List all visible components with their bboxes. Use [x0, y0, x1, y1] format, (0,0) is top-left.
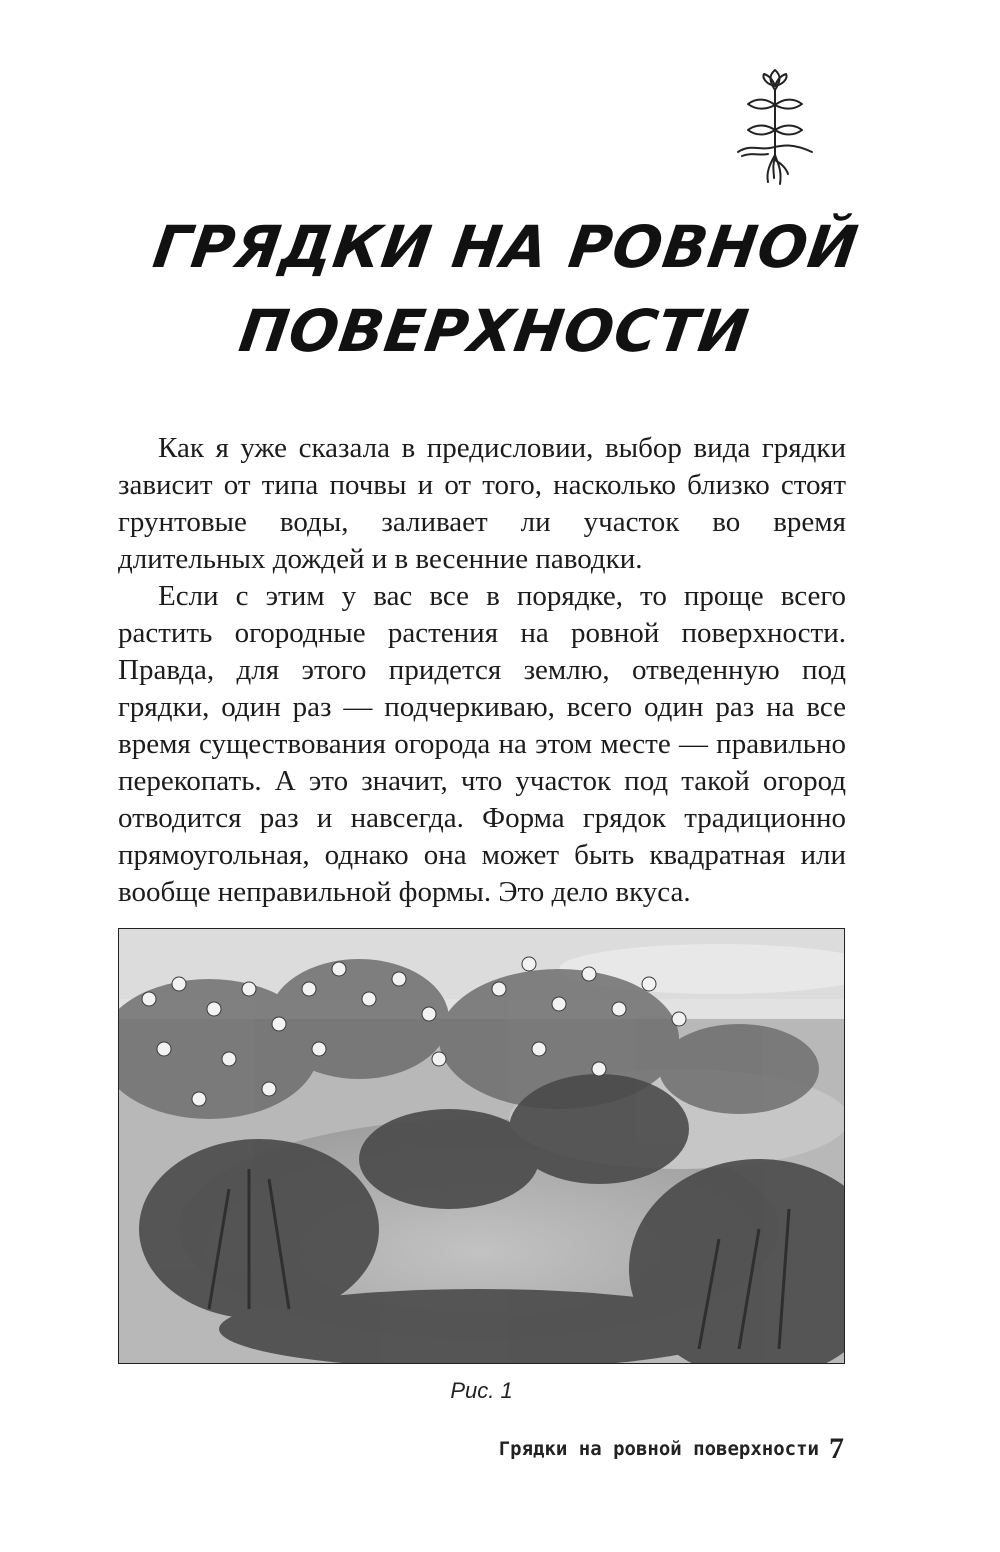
garden-photo-illustration	[119, 929, 845, 1364]
figure-caption: Рис. 1	[450, 1378, 513, 1403]
running-title: Грядки на ровной поверхности	[498, 1438, 819, 1460]
chapter-title	[88, 205, 912, 373]
garden-photo	[118, 928, 845, 1364]
chapter-title-line-2: ПОВЕРХНОСТИ	[235, 297, 754, 365]
page-footer	[499, 1432, 844, 1466]
paragraph-2: Если с этим у вас все в порядке, то проще всего растить огородные растения на ровной поверхности. Правда, для этого придется землю, отведенную под грядки, один раз — подчеркиваю, всего один раз на все время существования огорода на этом месте — правильно перекопать. А это значит, что участок под такой огород отводится раз и навсегда. Форма грядок традиционно прямоугольная, однако она может быть квадратная или вообще неправильной формы. Это дело вкуса.	[118, 580, 846, 908]
paragraph-1: Как я уже сказала в предисловии, выбор вида грядки зависит от типа почвы и от того, насколько близко стоят грунтовые воды, заливает ли участок во время длительных дождей и в весенние паводки.	[118, 432, 846, 575]
chapter-title-line-1: ГРЯДКИ НА РОВНОЙ	[149, 213, 863, 281]
body-text	[118, 430, 846, 911]
page-number: 7	[829, 1432, 844, 1465]
sprout-icon	[730, 60, 820, 190]
